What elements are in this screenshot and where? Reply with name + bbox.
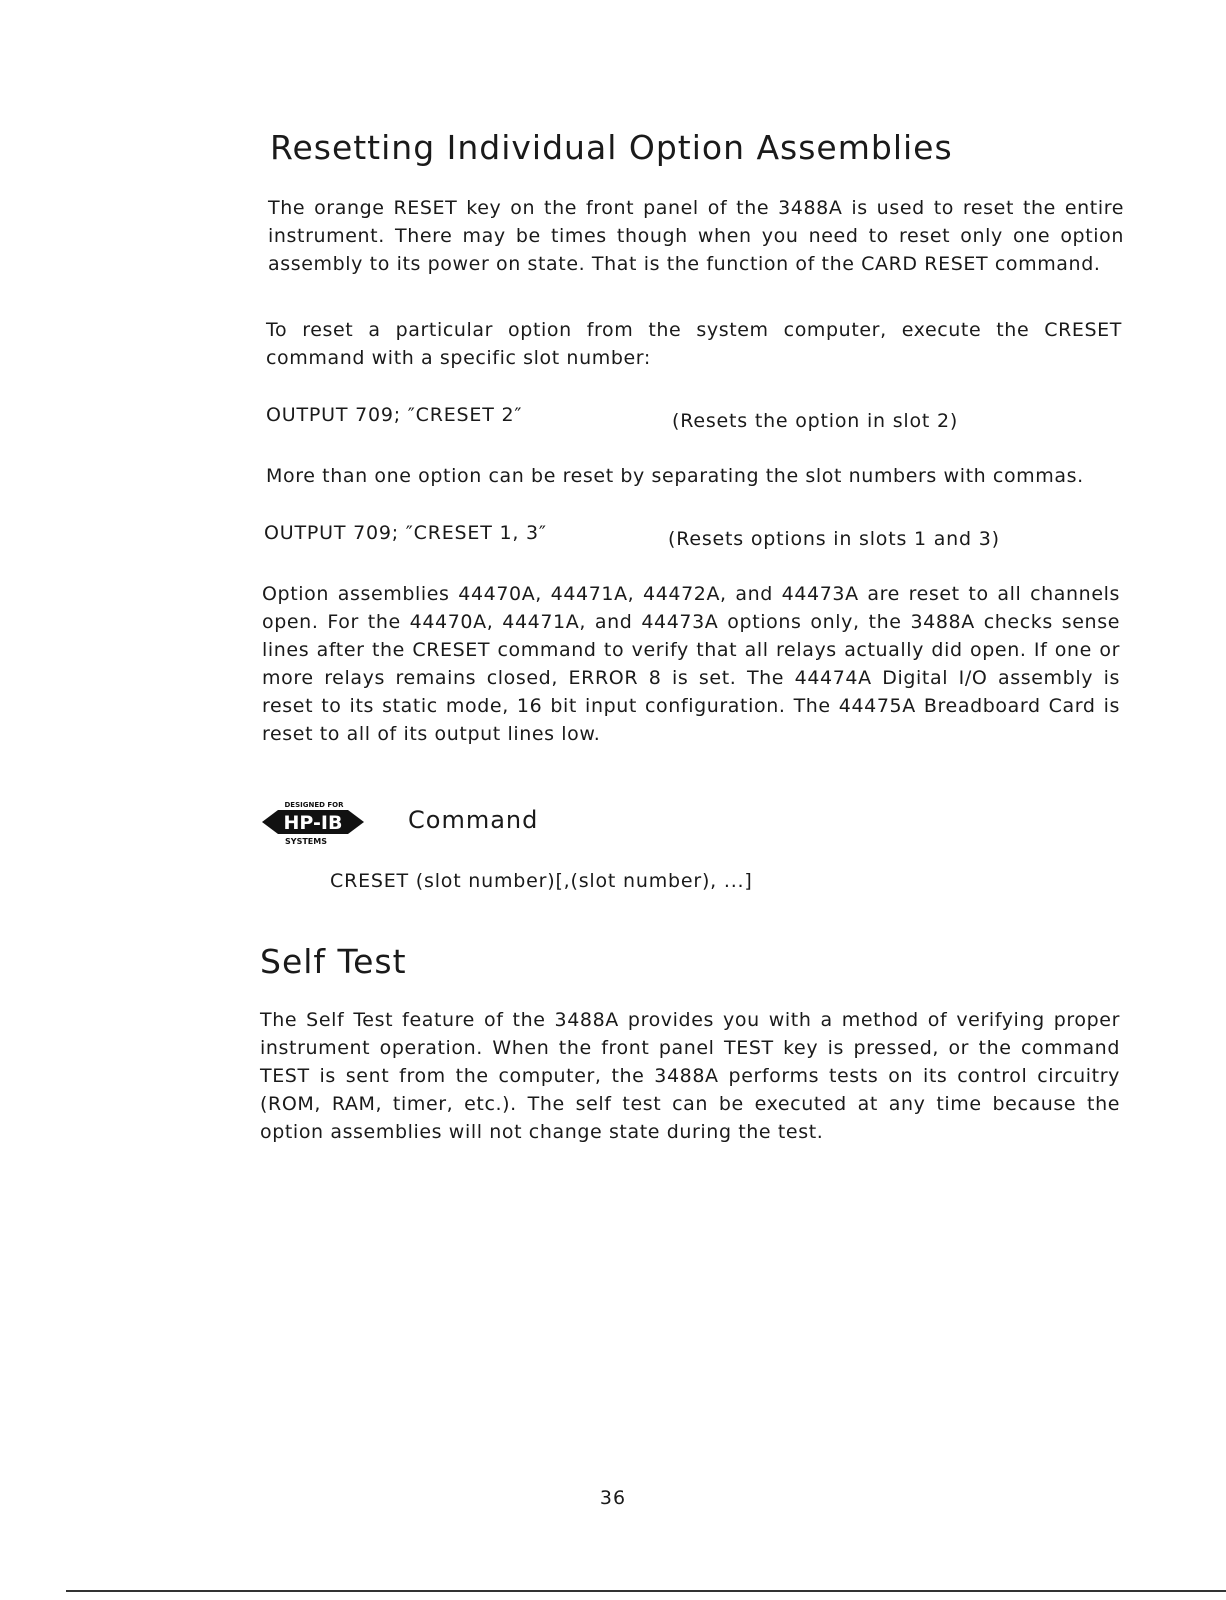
command-syntax: CRESET (slot number)[,(slot number), ...] [330,870,753,892]
section-title-resetting: Resetting Individual Option Assemblies [270,128,953,167]
hpib-logo-icon [262,798,372,846]
hpib-badge-top-text: DESIGNED FOR [284,801,344,809]
example-code-1: OUTPUT 709; ″CRESET 2″ [266,404,523,426]
hpib-badge-main-text: HP-IB [283,812,343,834]
page-number: 36 [599,1487,627,1509]
example-comment-1: (Resets the option in slot 2) [672,410,959,432]
bottom-rule [66,1590,1226,1592]
paragraph-self-test: The Self Test feature of the 3488A provides you with a method of verifying proper instrument operation. When the front panel TEST key is pressed, or the command TEST is sent from the computer, the 3488A performs tests on its control circuitry (ROM, RAM, timer, etc.). The self test can be executed at any time because the option assemblies will not change state during the test. [260,1009,1120,1143]
paragraph-creset-intro: To reset a particular option from the system computer, execute the CRESET command with a specific slot number: [266,319,1122,369]
example-code-2: OUTPUT 709; ″CRESET 1, 3″ [264,522,547,544]
paragraph-option-assemblies: Option assemblies 44470A, 44471A, 44472A, and 44473A are reset to all channels open. For the 44470A, 44471A, and 44473A options only, the 3488A checks sense lines after the CRESET command to verify that all relays actually did open. If one or more relays remains closed, ERROR 8 is set. The 44474A Digital I/O assembly is reset to its static mode, 16 bit input configuration. The 44475A Breadboard Card is reset to all of its output lines low. [262,583,1120,745]
paragraph-commas: More than one option can be reset by separating the slot numbers with commas. [266,465,1084,487]
example-comment-2: (Resets options in slots 1 and 3) [668,528,1000,550]
command-heading: Command [408,806,539,834]
hpib-badge-bottom-text: SYSTEMS [285,837,327,846]
section-title-self-test: Self Test [260,942,407,981]
paragraph-reset-key: The orange RESET key on the front panel of the 3488A is used to reset the entire instrument. There may be times though when you need to reset only one option assembly to its power on state. That is the function of the CARD RESET command. [268,197,1124,275]
